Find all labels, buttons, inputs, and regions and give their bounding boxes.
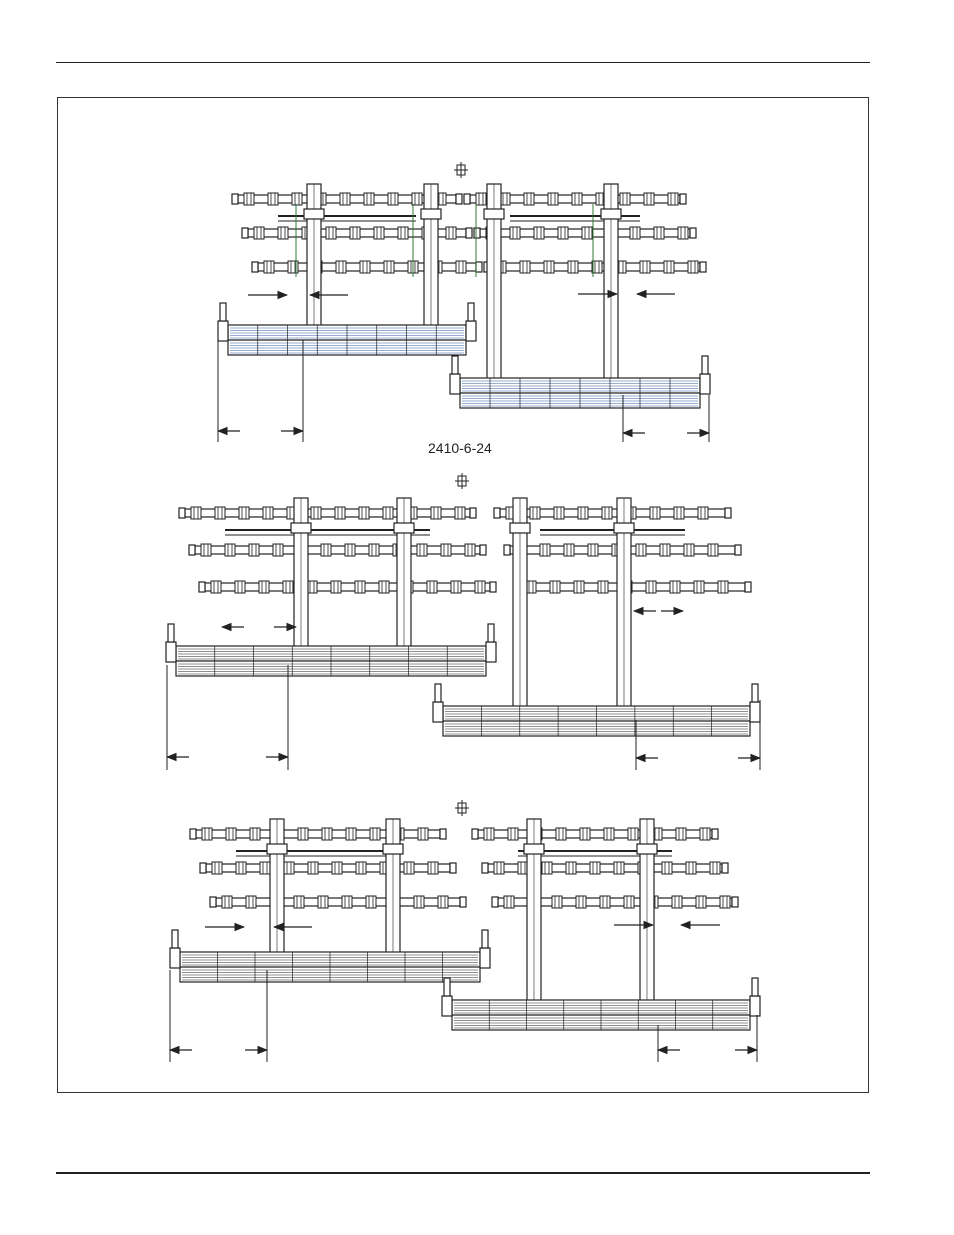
left-assembly-bottom [170,819,490,982]
direction-arrow-icon [455,473,469,489]
left-assembly-top [218,184,482,355]
left-assembly-middle [166,498,496,676]
right-assembly-top [450,184,710,408]
right-assembly-middle [433,498,760,736]
figure-id-label: 2410-6-24 [428,440,492,456]
direction-arrow-icon [455,800,469,816]
footer-rule [56,1172,870,1174]
direction-arrow-icon [454,162,468,178]
